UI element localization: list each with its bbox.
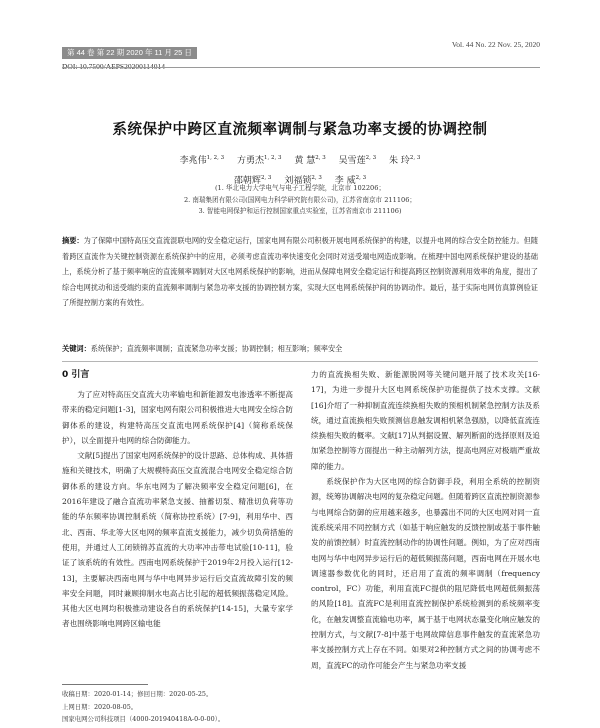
- body-paragraph: 文献[5]提出了国家电网系统保护的设计思路、总体构成、具体措施和关键技术，明确了大规模特高压交直流混合电网安全稳定综合防御体系的建设方向。华东电网为了解决频率安全稳定问题[6]，在2016年建设了融合直流功率紧急支援、抽蓄切泵、精准切负荷等功能的华东频率协调控制系统（简称协控系统）[7-9]，利用华中、西北、西南、华北等大区电网的频率直流支援能力，减少切负荷措施的使用，并通过人工闭锁锦苏直流的大功率冲击带电试验[10-11]，验证了该系统的有效性。西南电网系统保护于2019年2月投入运行[12-13]，主要解决西南电网与华中电网异步运行后交直流故障引发的频率安全问题，同时兼顾抑制水电高占比引起的超低频振荡稳定风险。其他大区电网均积极推动建设各自的系统保护[14-15]，大量专家学者也围绕影响电网跨区输电能: [62, 451, 293, 629]
- author: 刘福锁$^{2, 3}$: [284, 175, 322, 186]
- section-heading-introduction: 0 引言: [62, 370, 90, 380]
- affiliation-list: [100, 183, 500, 218]
- header-divider: [62, 67, 540, 68]
- keywords-text: 系统保护；直流频率调制；直流紧急功率支援；协调控制；相互影响；频率安全: [90, 344, 343, 353]
- body-paragraph: 系统保护作为大区电网的综合防御手段，利用全系统的控制资源，统筹协调解决电网的复杂稳定问题。但随着跨区直流控制资源参与电网综合防御的应用越来越多，也暴露出不同的大区电网对同一直流系统采用不同控制方式（如基于响应触发的反馈控制或基于事件触发的前馈控制）时直流控制动作的协调性问题。例如，为了应对西南电网与华中电网异步运行后的超低频振荡问题，西南电网在开展水电调速器参数优化的同时，还启用了直流的频率调制（frequency control，FC）功能，利用直流FC提供的阻尼降低电网超低频振荡的风险[18]。直流FC是利用直流控制保护系统检测到的系统频率变化，在触发调整直流输电功率，属于基于电网状态量变化响应触发的控制方式，与文献[7-8]中基于电网故障信息事件触发的直流紧急功率支援控制方式上存在不同。如果对2种控制方式之间的协调考虑不周，直流FC的动作可能会产生与紧急功率支援: [311, 477, 540, 670]
- body-paragraph: 力的直流换相失败、新能源脱网等关键问题开展了技术攻关[16-17]，为进一步提升大区电网系统保护功能提供了技术支撑。文献[16]介绍了一种抑制直流连续换相失败的预相机制紧急控制方法及系统，通过直流换相失败预测信息触发调相机紧急强励，以降低直流连续换相失败的概率。文献[17]从判据设置、解列断面的选择原则及追加紧急控制等方面提出一种主动解列方法，提高电网应对极端严重故障的能力。: [311, 370, 540, 471]
- footnote: 国家电网公司科技项目（4000-201940418A-0-0-00）。: [62, 715, 225, 723]
- abstract: [62, 233, 538, 311]
- author: 朱 玲$^{2, 3}$: [389, 155, 421, 166]
- author: 李兆伟$^{1, 2, 3}$: [179, 155, 225, 166]
- footnote: 上网日期：2020-08-05。: [62, 702, 138, 711]
- author: 方勇杰$^{1, 2, 3}$: [236, 155, 282, 166]
- affiliation: 2. 南瑞集团有限公司(国网电力科学研究院有限公司)，江苏省南京市 211106；: [183, 195, 417, 204]
- body-column-right: [311, 367, 540, 673]
- keywords: [62, 343, 538, 355]
- affiliation: (1. 华北电力大学电气与电子工程学院，北京市 102206；: [214, 184, 386, 192]
- body-column-left: [62, 367, 293, 632]
- paper-title: 系统保护中跨区直流频率调制与紧急功率支援的协调控制: [112, 122, 488, 138]
- footnote: 收稿日期：2020-01-14；修回日期：2020-05-25。: [62, 690, 213, 698]
- keywords-label: 关键词：: [62, 344, 91, 353]
- footnote-divider: [62, 684, 148, 685]
- author: 黄 慧$^{2, 3}$: [294, 155, 326, 166]
- volume-issue-badge: 第 44 卷 第 22 期 2020 年 11 月 25 日: [62, 47, 197, 59]
- footnotes: [62, 688, 293, 726]
- affiliation: 3. 智能电网保护和运行控制国家重点实验室，江苏省南京市 211106): [198, 207, 402, 215]
- doi-line: DOI: 10.7500/AEPS20200114014: [62, 62, 166, 71]
- author: 李 威$^{2, 3}$: [334, 175, 367, 186]
- body-paragraph: 为了应对特高压交直流大功率输电和新能源发电渗透率不断提高带来的稳定问题[1-3]，国家电网有限公司积极推进大电网安全综合防御体系的建设，构建特高压交直流电网系统保护[4]（简称系统保护），以全面提升电网的综合防御能力。: [62, 390, 293, 445]
- volume-issue-english: Vol. 44 No. 22 Nov. 25, 2020: [451, 40, 540, 49]
- author: 吴雪莲$^{2, 3}$: [338, 155, 377, 166]
- abstract-label: 摘要：: [62, 236, 84, 245]
- abstract-divider: [62, 361, 538, 362]
- author: 邵朝辉$^{2, 3}$: [233, 175, 272, 186]
- abstract-text: 为了保障中国特高压交直流混联电网的安全稳定运行，国家电网有限公司积极开展电网系统保护的构建，以提升电网的综合安全防控能力。但随着跨区直流作为关键控制资源在系统保护中的应用，必须考虑直流功率快速变化会同时对送受端电网造成影响。在梳理中国电网系统保护建设的基础上，系统分析了基于频率响应的直流频率调制对大区电网系统保护的影响，进而从保障电网安全稳定运行和提高跨区控制资源利用效率的角度，提出了综合电网扰动和送受端约束的直流频率调制与紧急功率支援的协调控制方案，实现大区电网系统保护间的协调动作。最后，基于实际电网仿真算例验证了所提控制方案的有效性。: [62, 236, 538, 307]
